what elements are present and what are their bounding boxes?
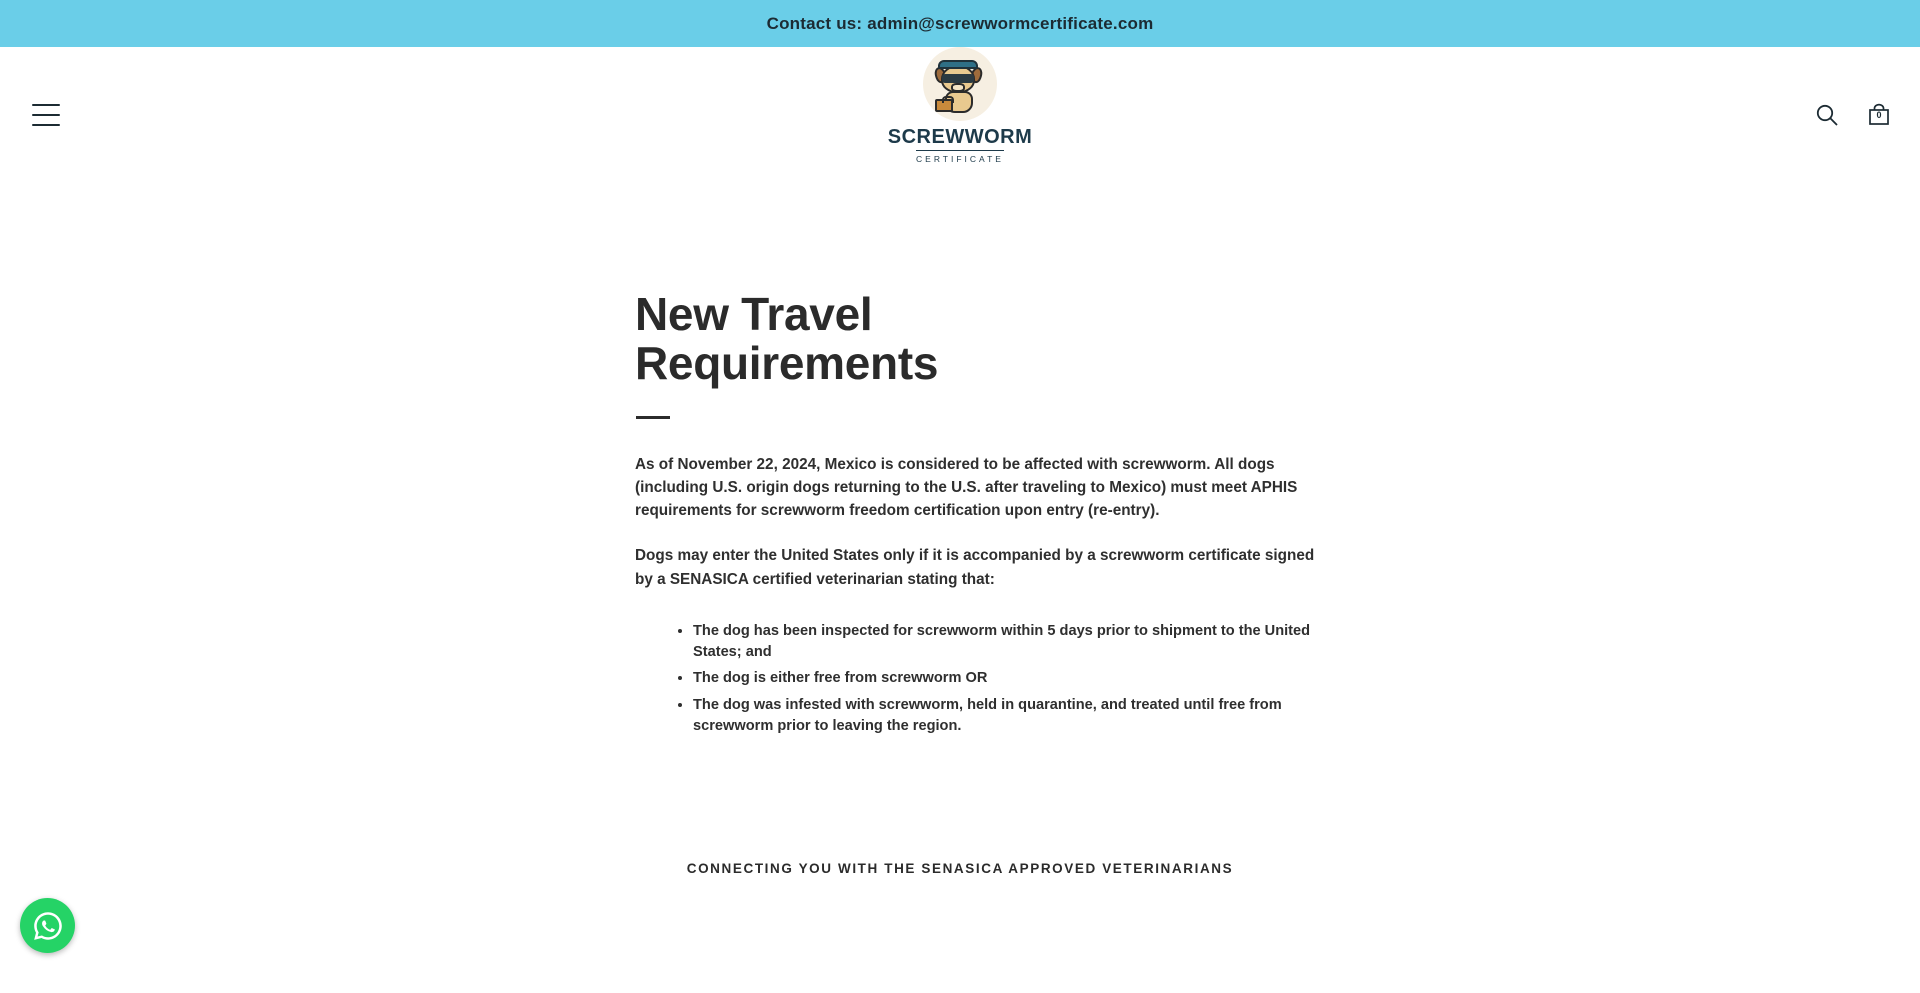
- list-item: • The dog is either free from screwworm OR: [693, 668, 1330, 689]
- whatsapp-chat-icon[interactable]: [20, 898, 75, 953]
- list-item: • The dog has been inspected for screwworm within 5 days prior to shipment to the United States; and: [693, 621, 1330, 664]
- hamburger-line: [32, 114, 60, 116]
- cart-icon[interactable]: 0: [1866, 102, 1892, 128]
- header-actions: [1814, 102, 1892, 128]
- hamburger-line: [32, 104, 60, 106]
- site-footer: [0, 830, 1920, 993]
- requirements-list: [635, 621, 1330, 737]
- paragraph-2: Dogs may enter the United States only if it is accompanied by a screwworm certificate signed by a SENASICA certified veterinarian stating that:: [635, 547, 1315, 588]
- list-item: • The dog was infested with screwworm, held in quarantine, and treated until free from screwworm prior to leaving the region.: [693, 695, 1330, 738]
- main-content: [0, 182, 1920, 737]
- logo-wordmark: SCREWWORM: [887, 125, 1033, 148]
- page-title: New Travel Requirements: [635, 288, 939, 389]
- article-body: [590, 290, 1330, 737]
- announcement-text: Contact us: admin@screwwormcertificate.com: [766, 13, 1154, 33]
- search-icon[interactable]: [1814, 102, 1840, 128]
- hamburger-line: [32, 124, 60, 126]
- logo-tagline: CERTIFICATE: [916, 150, 1004, 164]
- paragraph-1: As of November 22, 2024, Mexico is considered to be affected with screwworm. All dogs (including U.S. origin dogs returning to the U.S. after traveling to Mexico) must meet APHIS requirements for screwworm freedom certification upon entry (re-entry).: [635, 455, 1298, 519]
- site-logo[interactable]: [887, 47, 1033, 164]
- site-header: [0, 47, 1920, 182]
- dog-with-suitcase-logo-icon: [923, 47, 997, 121]
- footer-heading: CONNECTING YOU WITH THE SENASICA APPROVED VETERINARIANS: [686, 861, 1234, 876]
- menu-icon[interactable]: [32, 104, 60, 126]
- title-divider: [636, 416, 670, 419]
- announcement-bar: [0, 0, 1920, 47]
